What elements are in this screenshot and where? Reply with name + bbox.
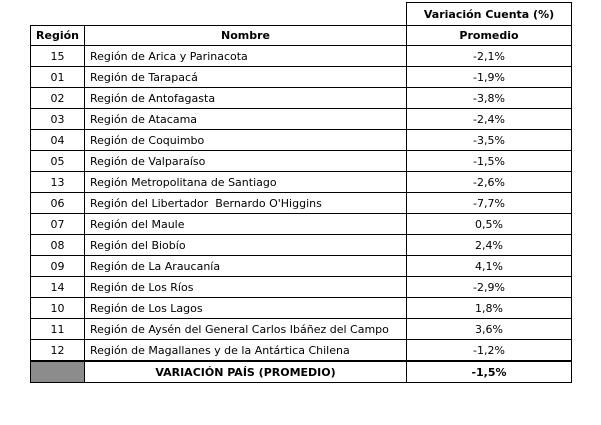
promedio-cell: 0,5% <box>407 214 572 235</box>
region-name-cell: Región de Arica y Parinacota <box>85 46 407 67</box>
region-name-cell: Región del Maule <box>85 214 407 235</box>
region-name-cell: Región de Tarapacá <box>85 67 407 88</box>
region-code-cell: 08 <box>31 235 85 256</box>
table-row <box>31 298 572 319</box>
table-row <box>31 130 572 151</box>
promedio-cell: -3,8% <box>407 88 572 109</box>
table-row <box>31 277 572 298</box>
region-code-cell: 07 <box>31 214 85 235</box>
total-row <box>31 361 572 383</box>
table-row <box>31 109 572 130</box>
table-row <box>31 235 572 256</box>
column-header-region: Región <box>31 26 85 46</box>
promedio-cell: -1,5% <box>407 151 572 172</box>
region-name-cell: Región de Atacama <box>85 109 407 130</box>
region-code-cell: 15 <box>31 46 85 67</box>
region-code-cell: 13 <box>31 172 85 193</box>
column-header-nombre: Nombre <box>85 26 407 46</box>
table-row <box>31 67 572 88</box>
promedio-cell: 2,4% <box>407 235 572 256</box>
promedio-cell: -3,5% <box>407 130 572 151</box>
region-name-cell: Región de Los Ríos <box>85 277 407 298</box>
region-code-cell: 06 <box>31 193 85 214</box>
total-label: VARIACIÓN PAÍS (PROMEDIO) <box>85 361 407 383</box>
region-name-cell: Región de Valparaíso <box>85 151 407 172</box>
table-row <box>31 256 572 277</box>
region-code-cell: 04 <box>31 130 85 151</box>
table-row <box>31 88 572 109</box>
promedio-cell: -1,9% <box>407 67 572 88</box>
region-name-cell: Región de La Araucanía <box>85 256 407 277</box>
promedio-cell: 3,6% <box>407 319 572 340</box>
table-row <box>31 46 572 67</box>
column-header-promedio: Promedio <box>407 26 572 46</box>
region-name-cell: Región de Aysén del General Carlos Ibáñez del Campo <box>85 319 407 340</box>
region-code-cell: 02 <box>31 88 85 109</box>
total-gray-cell <box>31 361 85 383</box>
region-code-cell: 14 <box>31 277 85 298</box>
promedio-cell: -2,4% <box>407 109 572 130</box>
table-row <box>31 151 572 172</box>
region-name-cell: Región del Libertador Bernardo O'Higgins <box>85 193 407 214</box>
region-code-cell: 05 <box>31 151 85 172</box>
table-row <box>31 193 572 214</box>
promedio-cell: -2,9% <box>407 277 572 298</box>
blank-cell <box>85 3 407 26</box>
promedio-cell: -7,7% <box>407 193 572 214</box>
region-name-cell: Región de Antofagasta <box>85 88 407 109</box>
region-code-cell: 03 <box>31 109 85 130</box>
region-code-cell: 09 <box>31 256 85 277</box>
table-row <box>31 340 572 362</box>
region-name-cell: Región de Coquimbo <box>85 130 407 151</box>
table-row <box>31 172 572 193</box>
blank-cell <box>31 3 85 26</box>
regional-variation-table <box>30 2 572 383</box>
region-name-cell: Región de Magallanes y de la Antártica Chilena <box>85 340 407 362</box>
region-name-cell: Región de Los Lagos <box>85 298 407 319</box>
total-value: -1,5% <box>407 361 572 383</box>
column-header-row <box>31 26 572 46</box>
promedio-cell: -1,2% <box>407 340 572 362</box>
region-code-cell: 01 <box>31 67 85 88</box>
promedio-cell: 1,8% <box>407 298 572 319</box>
region-code-cell: 10 <box>31 298 85 319</box>
table-row <box>31 214 572 235</box>
table-row <box>31 319 572 340</box>
region-name-cell: Región del Biobío <box>85 235 407 256</box>
promedio-cell: 4,1% <box>407 256 572 277</box>
region-code-cell: 12 <box>31 340 85 362</box>
group-header-row <box>31 3 572 26</box>
promedio-cell: -2,6% <box>407 172 572 193</box>
promedio-cell: -2,1% <box>407 46 572 67</box>
region-name-cell: Región Metropolitana de Santiago <box>85 172 407 193</box>
region-code-cell: 11 <box>31 319 85 340</box>
group-header-variacion-cuenta: Variación Cuenta (%) <box>407 3 572 26</box>
